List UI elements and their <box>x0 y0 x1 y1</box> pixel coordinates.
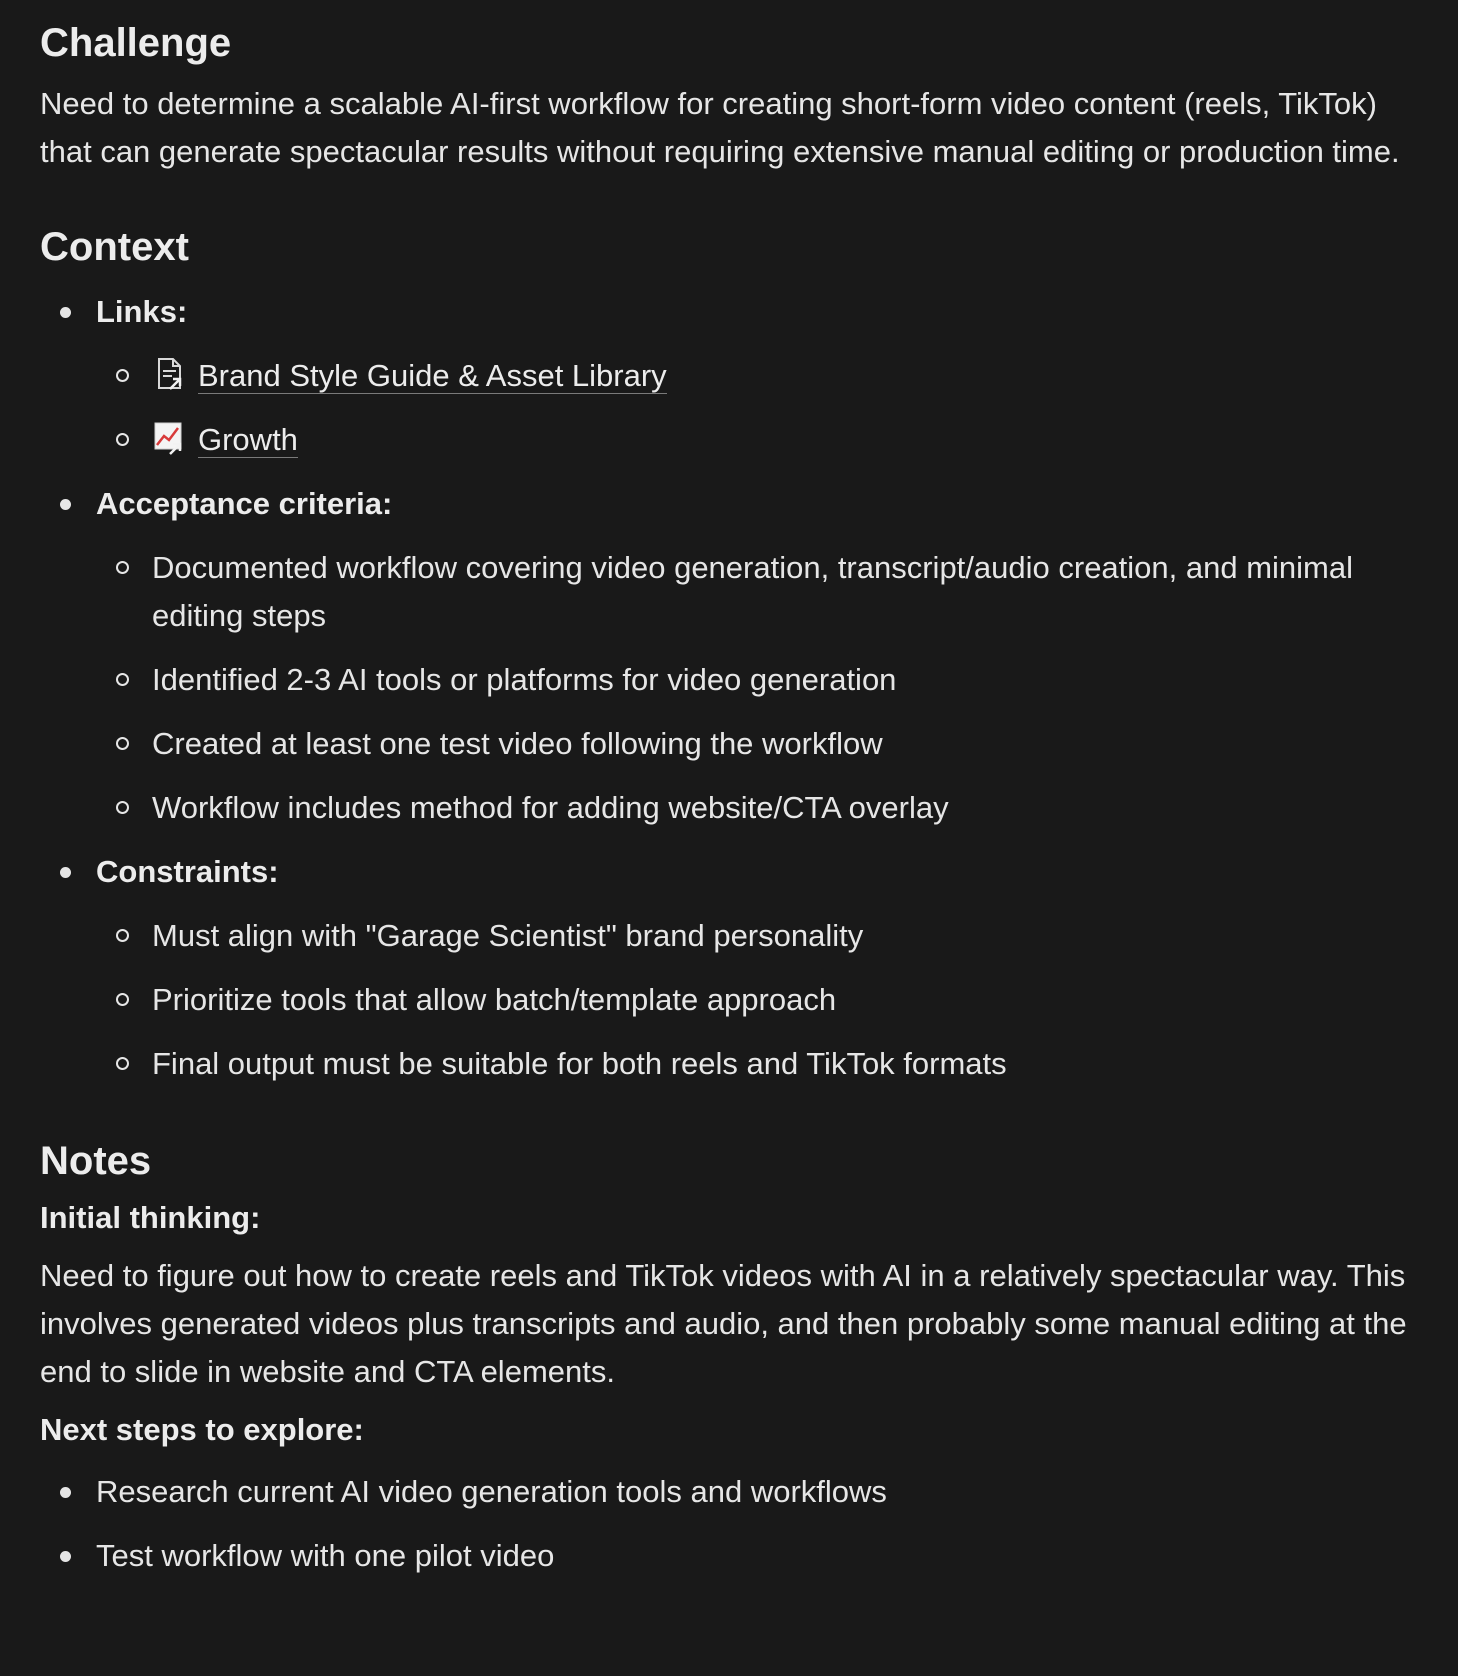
list-item: Research current AI video generation tools and workflows <box>40 1460 1428 1524</box>
constraints-item <box>40 840 1428 1096</box>
list-item: Workflow includes method for adding website/CTA overlay <box>96 776 1428 840</box>
list-item: Identified 2-3 AI tools or platforms for video generation <box>96 648 1428 712</box>
initial-thinking-label: Initial thinking: <box>40 1200 261 1235</box>
links-item <box>40 280 1428 472</box>
link-item <box>96 408 1428 472</box>
links-label: Links: <box>96 280 1428 344</box>
links-list <box>96 344 1428 472</box>
list-item: Prioritize tools that allow batch/template approach <box>96 968 1428 1032</box>
list-item: Documented workflow covering video generation, transcript/audio creation, and minimal editing steps <box>96 536 1428 648</box>
document-link-icon <box>152 356 188 392</box>
list-item: Must align with "Garage Scientist" brand personality <box>96 904 1428 968</box>
acceptance-item <box>40 472 1428 840</box>
growth-link[interactable]: Growth <box>198 422 298 457</box>
list-item: Test workflow with one pilot video <box>40 1524 1428 1588</box>
context-list <box>40 280 1428 1096</box>
initial-thinking-text: Need to figure out how to create reels and TikTok videos with AI in a relatively spectacular way. This involves generated videos plus transcripts and audio, and then probably some manual editing at the end to slide in website and CTA elements. <box>40 1258 1407 1389</box>
context-heading: Context <box>40 225 189 269</box>
list-item: Final output must be suitable for both reels and TikTok formats <box>96 1032 1428 1096</box>
challenge-text: Need to determine a scalable AI-first workflow for creating short-form video content (reels, TikTok) that can generate spectacular results without requiring extensive manual editing or production time. <box>40 86 1400 169</box>
challenge-heading: Challenge <box>40 21 232 65</box>
link-item <box>96 344 1428 408</box>
acceptance-label: Acceptance criteria: <box>96 472 1428 536</box>
notes-heading: Notes <box>40 1139 152 1183</box>
constraints-list <box>96 904 1428 1096</box>
next-steps-list <box>40 1460 1428 1588</box>
list-item: Created at least one test video following the workflow <box>96 712 1428 776</box>
chart-link-icon <box>152 420 188 456</box>
acceptance-list <box>96 536 1428 840</box>
next-steps-label: Next steps to explore: <box>40 1412 364 1447</box>
brand-style-guide-link[interactable]: Brand Style Guide & Asset Library <box>198 358 667 393</box>
constraints-label: Constraints: <box>96 840 1428 904</box>
